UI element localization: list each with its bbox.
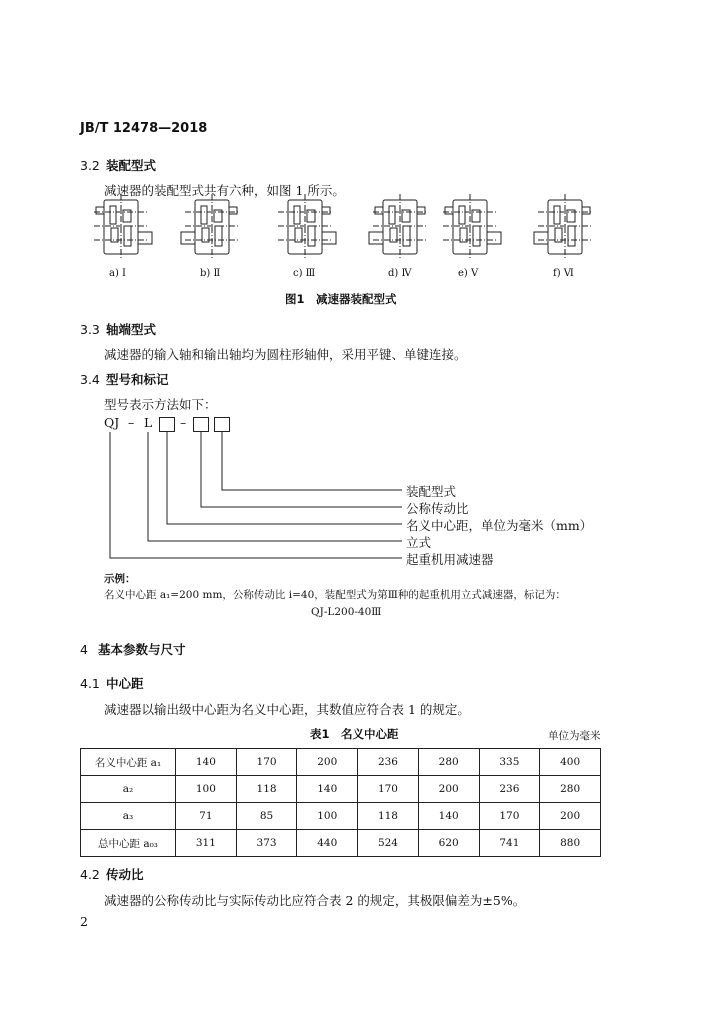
code-qj: QJ (104, 415, 120, 430)
assembly-diagram-label: d) Ⅳ (388, 268, 412, 279)
table-cell: 200 (297, 749, 358, 776)
row-label: a₃ (81, 803, 176, 830)
table-cell: 118 (358, 803, 419, 830)
leader-vertical (148, 432, 402, 541)
table-row (81, 776, 601, 803)
callout-vertical: 立式 (406, 535, 432, 550)
row-label: a₂ (81, 776, 176, 803)
section-4-2-text: 减速器的公称传动比与实际传动比应符合表 2 的规定，其极限偏差为±5%。 (104, 893, 526, 908)
table-cell: 200 (540, 803, 601, 830)
table-cell: 170 (236, 749, 297, 776)
page-number: 2 (80, 914, 88, 929)
table-cell: 118 (236, 776, 297, 803)
table-cell: 400 (540, 749, 601, 776)
row-label: 名义中心距 a₁ (81, 749, 176, 776)
section-title: 装配型式 (106, 158, 157, 173)
assembly-diagram-label: e) Ⅴ (458, 268, 479, 279)
table-cell: 373 (236, 830, 297, 857)
assembly-diagram-label: f) Ⅵ (553, 268, 574, 279)
table-1-caption: 表1 名义中心距 (310, 727, 399, 741)
table-1-unit: 单位为毫米 (548, 730, 601, 742)
table-cell: 280 (540, 776, 601, 803)
table-cell: 741 (479, 830, 540, 857)
section-number: 3.2 (80, 158, 100, 173)
table-cell: 170 (358, 776, 419, 803)
example-label: 示例： (104, 573, 136, 585)
example-code: QJ-L200-40Ⅲ (311, 606, 382, 618)
callout-ratio: 公称传动比 (406, 501, 469, 516)
standard-id: JB/T 12478—2018 (80, 121, 208, 136)
section-3-3-text: 减速器的输入轴和输出轴均为圆柱形轴伸，采用平键、单键连接。 (104, 347, 467, 362)
leader-crane-reducer (110, 432, 402, 558)
table-cell: 71 (176, 803, 237, 830)
table-cell: 335 (479, 749, 540, 776)
table-cell: 140 (297, 776, 358, 803)
designation-intro: 型号表示方法如下： (104, 397, 217, 412)
section-title: 轴端型式 (106, 322, 157, 337)
table-cell: 620 (418, 830, 479, 857)
section-title: 中心距 (106, 676, 144, 691)
callout-center-distance: 名义中心距，单位为毫米（mm） (406, 518, 593, 533)
row-label: 总中心距 a₀₃ (81, 830, 176, 857)
callout-crane-reducer: 起重机用减速器 (406, 552, 494, 567)
table-cell: 140 (176, 749, 237, 776)
leader-assembly-type (222, 432, 402, 490)
table-cell: 280 (418, 749, 479, 776)
table-cell: 880 (540, 830, 601, 857)
section-title: 传动比 (106, 867, 144, 882)
section-number: 3.4 (80, 372, 100, 387)
table-cell: 440 (297, 830, 358, 857)
table-cell: 85 (236, 803, 297, 830)
table-cell: 200 (418, 776, 479, 803)
section-4-1-heading (80, 674, 144, 692)
section-4-heading (80, 640, 186, 658)
section-4-1-text: 减速器以输出级中心距为名义中心距，其数值应符合表 1 的规定。 (104, 702, 470, 717)
table-row (81, 749, 601, 776)
center-distance-table (80, 748, 601, 857)
table-cell: 311 (176, 830, 237, 857)
leader-ratio (201, 432, 402, 507)
table-cell: 170 (479, 803, 540, 830)
example-text: 名义中心距 a₁=200 mm，公称传动比 i=40，装配型式为第Ⅲ种的起重机用立式减速器，标记为： (104, 589, 566, 601)
table-cell: 236 (479, 776, 540, 803)
leader-center-distance (167, 432, 402, 524)
assembly-diagram-label: c) Ⅲ (293, 268, 316, 279)
section-number: 4.2 (80, 867, 100, 882)
table-cell: 524 (358, 830, 419, 857)
table-cell: 100 (297, 803, 358, 830)
table-cell: 140 (418, 803, 479, 830)
section-number: 4.1 (80, 676, 100, 691)
section-number: 3.3 (80, 322, 100, 337)
code-dash-2: – (180, 415, 187, 430)
section-title: 型号和标记 (106, 372, 169, 387)
table-cell: 236 (358, 749, 419, 776)
table-cell: 100 (176, 776, 237, 803)
section-4-2-heading (80, 865, 144, 883)
code-l: L (144, 415, 153, 430)
callout-assembly-type: 装配型式 (406, 484, 457, 499)
section-3-2-text: 减速器的装配型式共有六种，如图 1 所示。 (104, 183, 345, 198)
code-dash-1: – (128, 415, 135, 430)
assembly-diagram-label: a) Ⅰ (109, 268, 126, 279)
table-row (81, 803, 601, 830)
table-row (81, 830, 601, 857)
figure-1-caption: 图1 减速器装配型式 (285, 292, 397, 306)
assembly-diagram-label: b) Ⅱ (200, 268, 221, 279)
section-number: 4 (80, 642, 88, 657)
section-title: 基本参数与尺寸 (98, 642, 186, 657)
